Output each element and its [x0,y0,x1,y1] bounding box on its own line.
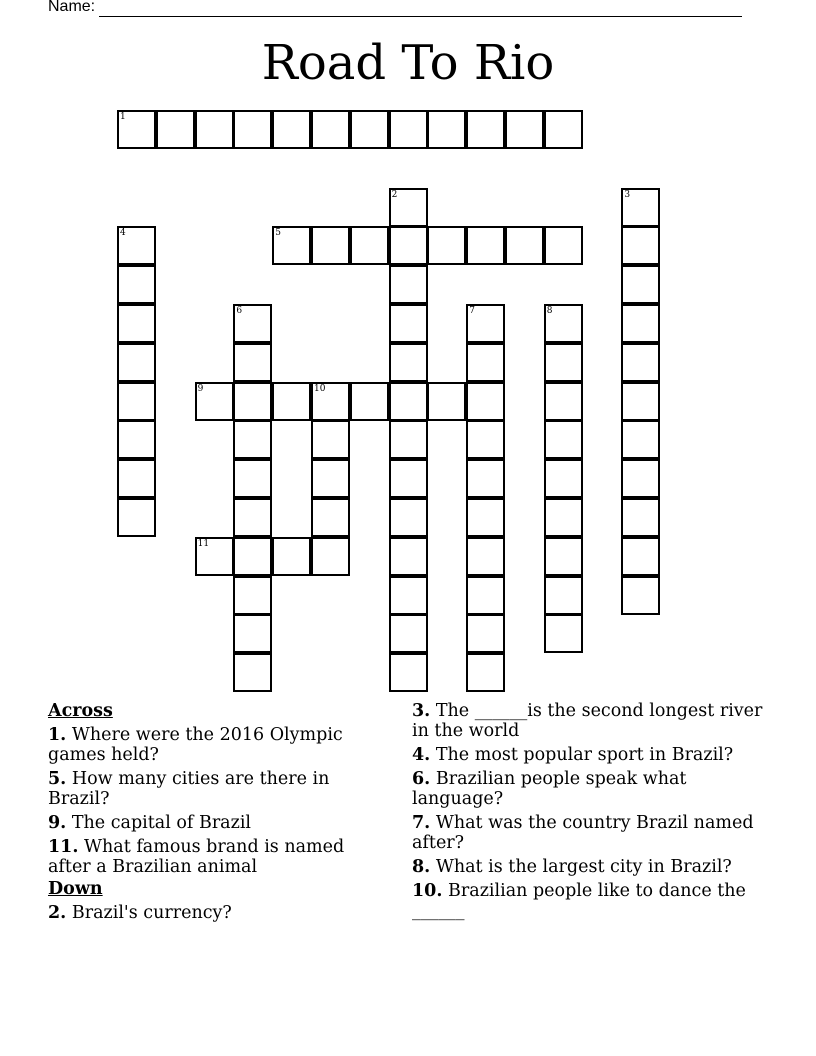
grid-cell[interactable] [117,343,156,382]
grid-cell[interactable] [117,420,156,459]
grid-cell[interactable] [389,382,428,421]
grid-cell[interactable] [311,382,350,421]
clue-across-1: 1. Where were the 2016 Olympic games held? [48,725,343,765]
across-heading: Across [48,701,113,721]
clue-across-9: 9. The capital of Brazil [48,813,252,833]
grid-cell[interactable] [389,110,428,149]
grid-cell[interactable] [621,226,660,265]
grid-cell[interactable] [621,343,660,382]
grid-cell[interactable] [389,420,428,459]
grid-cell[interactable] [389,576,428,615]
grid-cell[interactable] [427,382,466,421]
grid-cell[interactable] [311,498,350,537]
grid-cell[interactable] [233,110,272,149]
grid-cell[interactable] [117,226,156,265]
grid-cell[interactable] [272,226,311,265]
grid-cell[interactable] [544,382,583,421]
clue-across-5: 5. How many cities are there in Brazil? [48,769,330,809]
grid-cell[interactable] [156,110,195,149]
grid-cell[interactable] [389,653,428,692]
grid-cell[interactable] [621,498,660,537]
grid-cell[interactable] [389,537,428,576]
grid-cell[interactable] [389,614,428,653]
grid-cell[interactable] [466,614,505,653]
grid-cell[interactable] [427,110,466,149]
clue-down-6: 6. Brazilian people speak what language? [412,769,687,809]
grid-cell[interactable] [466,537,505,576]
clue-down-8: 8. What is the largest city in Brazil? [412,857,732,877]
grid-cell[interactable] [272,537,311,576]
clues-column-right [412,701,772,925]
grid-cell[interactable] [233,614,272,653]
grid-cell[interactable] [350,382,389,421]
grid-cell[interactable] [466,653,505,692]
grid-cell[interactable] [389,265,428,304]
clue-down-7: 7. What was the country Brazil named after? [412,813,754,853]
grid-cell[interactable] [389,343,428,382]
grid-cell[interactable] [466,498,505,537]
cell-number: 9 [197,383,204,394]
grid-cell[interactable] [621,265,660,304]
grid-cell[interactable] [195,382,234,421]
grid-cell[interactable] [233,459,272,498]
grid-cell[interactable] [544,576,583,615]
grid-cell[interactable] [621,537,660,576]
grid-cell[interactable] [544,304,583,343]
grid-cell[interactable] [350,110,389,149]
grid-cell[interactable] [195,110,234,149]
grid-cell[interactable] [389,459,428,498]
grid-cell[interactable] [621,304,660,343]
grid-cell[interactable] [505,226,544,265]
grid-cell[interactable] [544,343,583,382]
cell-number: 7 [469,306,475,316]
grid-cell[interactable] [117,265,156,304]
grid-cell[interactable] [544,537,583,576]
grid-cell[interactable] [466,110,505,149]
grid-cell[interactable] [311,537,350,576]
grid-cell[interactable] [466,420,505,459]
grid-cell[interactable] [466,576,505,615]
cell-number: 2 [391,189,398,200]
cell-number: 3 [624,189,631,200]
grid-cell[interactable] [233,304,272,343]
grid-cell[interactable] [544,226,583,265]
grid-cell[interactable] [233,420,272,459]
grid-cell[interactable] [311,420,350,459]
grid-cell[interactable] [544,420,583,459]
name-label: Name: [48,0,96,15]
clue-down-4: 4. The most popular sport in Brazil? [412,745,734,765]
grid-cell[interactable] [544,459,583,498]
grid-cell[interactable] [311,459,350,498]
grid-cell[interactable] [272,382,311,421]
down-heading: Down [48,879,103,899]
grid-cell[interactable] [117,304,156,343]
grid-cell[interactable] [389,304,428,343]
clues-column-left [48,701,388,927]
grid-cell[interactable] [272,110,311,149]
grid-cell[interactable] [233,653,272,692]
cell-number: 6 [236,306,243,316]
clue-down-10: 10. Brazilian people like to dance the ______ [412,881,746,921]
grid-cell[interactable] [233,537,272,576]
cell-number: 11 [197,538,210,549]
cell-number: 5 [275,228,281,239]
cell-number: 10 [314,383,326,394]
grid-cell[interactable] [621,188,660,227]
grid-cell[interactable] [505,110,544,149]
grid-cell[interactable] [621,576,660,615]
grid-cell[interactable] [389,498,428,537]
grid-cell[interactable] [544,614,583,653]
grid-cell[interactable] [466,226,505,265]
grid-cell[interactable] [117,382,156,421]
grid-cell[interactable] [233,576,272,615]
grid-cell[interactable] [466,382,505,421]
grid-cell[interactable] [621,382,660,421]
grid-cell[interactable] [117,498,156,537]
grid-cell[interactable] [466,304,505,343]
grid-cell[interactable] [117,110,156,149]
grid-cell[interactable] [621,420,660,459]
grid-cell[interactable] [389,188,428,227]
cell-number: 8 [546,306,553,316]
grid-cell[interactable] [389,226,428,265]
grid-cell[interactable] [350,226,389,265]
grid-cell[interactable] [544,110,583,149]
grid-cell[interactable] [195,537,234,576]
grid-cell[interactable] [466,459,505,498]
clue-down-3: 3. The ______is the second longest river in the world [412,701,763,741]
grid-cell[interactable] [621,459,660,498]
grid-cell[interactable] [466,343,505,382]
clue-across-11: 11. What famous brand is named after a Brazilian animal [48,837,345,877]
grid-cell[interactable] [311,226,350,265]
grid-cell[interactable] [233,382,272,421]
grid-cell[interactable] [427,226,466,265]
grid-cell[interactable] [117,459,156,498]
page-title: Road To Rio [261,35,555,91]
grid-cell[interactable] [544,498,583,537]
grid-cell[interactable] [233,343,272,382]
grid-cell[interactable] [233,498,272,537]
clue-down-2: 2. Brazil's currency? [48,903,232,923]
grid-cell[interactable] [311,110,350,149]
cell-number: 1 [120,112,126,122]
cell-number: 4 [120,228,126,239]
